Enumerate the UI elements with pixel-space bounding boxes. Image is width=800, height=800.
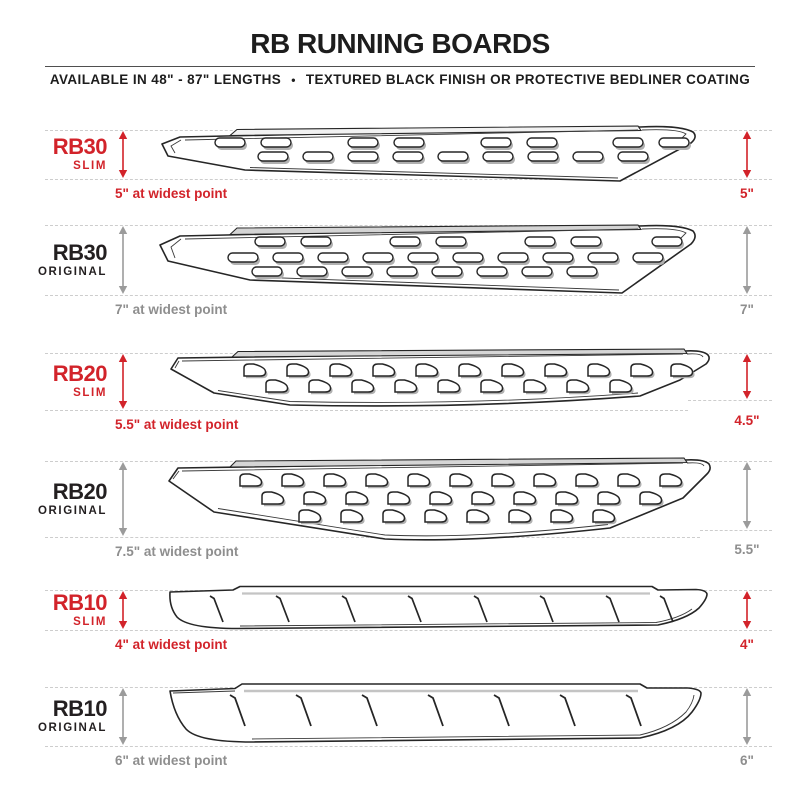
subtitle-lengths: AVAILABLE IN 48" - 87" LENGTHS	[49, 72, 282, 87]
board-illustration-rb10-original	[140, 682, 720, 754]
width-arrow-icon	[115, 131, 131, 178]
right-width-label: 7"	[740, 302, 754, 317]
variant-name: ORIGINAL	[37, 505, 107, 517]
right-width-label: 6"	[740, 753, 754, 768]
width-caption: 4" at widest point	[115, 637, 228, 652]
variant-name: SLIM	[73, 616, 107, 628]
row-label-rb20-original	[0, 481, 107, 518]
width-arrow-icon	[115, 462, 131, 536]
right-width-label: 4.5"	[734, 413, 760, 428]
right-width-label: 5.5"	[734, 542, 760, 557]
model-name: RB20	[52, 479, 107, 504]
subtitle-finish: TEXTURED BLACK FINISH OR PROTECTIVE BEDLINER COATING	[305, 72, 751, 87]
page-subtitle	[0, 72, 800, 87]
model-name: RB20	[52, 361, 107, 386]
width-arrow-icon	[739, 688, 755, 745]
width-arrow-icon	[739, 131, 755, 178]
board-illustration-rb30-slim	[140, 123, 720, 193]
board-illustration-rb10-slim	[140, 585, 720, 637]
model-name: RB10	[52, 590, 107, 615]
width-arrow-icon	[739, 462, 755, 529]
width-arrow-icon	[739, 591, 755, 629]
width-arrow-icon	[115, 688, 131, 745]
model-name: RB30	[52, 240, 107, 265]
right-width-label: 5"	[740, 186, 754, 201]
header-divider	[45, 66, 755, 67]
variant-name: ORIGINAL	[37, 266, 107, 278]
width-arrow-icon	[115, 226, 131, 294]
row-label-rb30-original	[0, 242, 107, 279]
row-label-rb10-slim	[0, 592, 107, 629]
row-label-rb20-slim	[0, 363, 107, 400]
board-illustration-rb30-original	[140, 220, 720, 306]
width-caption: 7" at widest point	[115, 302, 228, 317]
width-arrow-icon	[739, 226, 755, 294]
width-arrow-icon	[739, 354, 755, 399]
bullet-separator-icon: •	[291, 73, 296, 87]
width-caption: 5.5" at widest point	[115, 417, 239, 432]
width-caption: 5" at widest point	[115, 186, 228, 201]
width-arrow-icon	[115, 591, 131, 629]
width-arrow-icon	[115, 354, 131, 409]
variant-name: SLIM	[73, 387, 107, 399]
variant-name: SLIM	[73, 160, 107, 172]
variant-name: ORIGINAL	[37, 722, 107, 734]
model-name: RB10	[52, 696, 107, 721]
board-illustration-rb20-original	[140, 456, 720, 548]
row-label-rb30-slim	[0, 136, 107, 173]
row-label-rb10-original	[0, 698, 107, 735]
right-width-label: 4"	[740, 637, 754, 652]
model-name: RB30	[52, 134, 107, 159]
width-caption: 6" at widest point	[115, 753, 228, 768]
page-title: RB RUNNING BOARDS	[250, 28, 550, 59]
board-illustration-rb20-slim	[140, 348, 720, 420]
width-caption: 7.5" at widest point	[115, 544, 239, 559]
